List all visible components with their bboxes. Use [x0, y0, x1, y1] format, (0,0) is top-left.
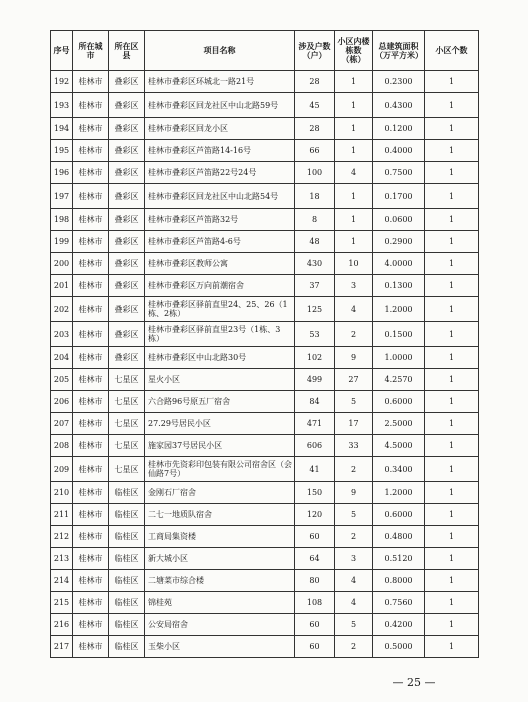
- cell-buildings: 10: [335, 253, 373, 275]
- cell-households: 120: [295, 504, 335, 526]
- cell-count: 1: [425, 457, 479, 482]
- cell-city: 桂林市: [73, 93, 109, 118]
- cell-city: 桂林市: [73, 118, 109, 140]
- cell-district: 叠彩区: [109, 93, 145, 118]
- cell-buildings: 27: [335, 369, 373, 391]
- cell-project: 桂林市叠彩区万向前潮宿舍: [145, 275, 295, 297]
- cell-city: 桂林市: [73, 614, 109, 636]
- header-households: 涉及户数（户）: [295, 31, 335, 71]
- cell-city: 桂林市: [73, 413, 109, 435]
- cell-seq: 211: [51, 504, 73, 526]
- cell-households: 499: [295, 369, 335, 391]
- cell-buildings: 33: [335, 435, 373, 457]
- cell-district: 临桂区: [109, 548, 145, 570]
- page-number-text: — 25 —: [392, 676, 436, 689]
- cell-project: 星火小区: [145, 369, 295, 391]
- cell-city: 桂林市: [73, 231, 109, 253]
- cell-city: 桂林市: [73, 570, 109, 592]
- cell-seq: 206: [51, 391, 73, 413]
- cell-area: 4.5000: [373, 435, 425, 457]
- cell-area: 0.4800: [373, 526, 425, 548]
- cell-count: 1: [425, 614, 479, 636]
- table-row: [51, 369, 479, 391]
- cell-count: 1: [425, 413, 479, 435]
- header-buildings: 小区内楼栋数（栋）: [335, 31, 373, 71]
- cell-area: 0.4000: [373, 140, 425, 162]
- cell-households: 48: [295, 231, 335, 253]
- header-district: 所在区县: [109, 31, 145, 71]
- cell-households: 66: [295, 140, 335, 162]
- cell-district: 叠彩区: [109, 275, 145, 297]
- header-seq: 序号: [51, 31, 73, 71]
- cell-city: 桂林市: [73, 347, 109, 369]
- cell-district: 叠彩区: [109, 118, 145, 140]
- table-row: [51, 71, 479, 93]
- cell-households: 53: [295, 322, 335, 347]
- cell-city: 桂林市: [73, 504, 109, 526]
- cell-buildings: 1: [335, 118, 373, 140]
- cell-count: 1: [425, 592, 479, 614]
- cell-households: 84: [295, 391, 335, 413]
- cell-households: 60: [295, 614, 335, 636]
- table-row: [51, 93, 479, 118]
- cell-project: 新大城小区: [145, 548, 295, 570]
- cell-buildings: 1: [335, 231, 373, 253]
- cell-households: 41: [295, 457, 335, 482]
- table-row: [51, 209, 479, 231]
- table-row: [51, 347, 479, 369]
- table-row: [51, 118, 479, 140]
- cell-area: 1.2000: [373, 482, 425, 504]
- cell-district: 临桂区: [109, 570, 145, 592]
- cell-district: 叠彩区: [109, 209, 145, 231]
- cell-city: 桂林市: [73, 482, 109, 504]
- cell-city: 桂林市: [73, 457, 109, 482]
- cell-seq: 213: [51, 548, 73, 570]
- cell-count: 1: [425, 162, 479, 184]
- cell-district: 叠彩区: [109, 71, 145, 93]
- cell-area: 0.4200: [373, 614, 425, 636]
- cell-count: 1: [425, 435, 479, 457]
- cell-seq: 193: [51, 93, 73, 118]
- cell-city: 桂林市: [73, 184, 109, 209]
- cell-count: 1: [425, 526, 479, 548]
- cell-seq: 207: [51, 413, 73, 435]
- cell-buildings: 2: [335, 322, 373, 347]
- cell-project: 桂林市叠彩区回龙社区中山北路59号: [145, 93, 295, 118]
- cell-buildings: 1: [335, 71, 373, 93]
- table-row: [51, 253, 479, 275]
- cell-city: 桂林市: [73, 322, 109, 347]
- cell-area: 0.7560: [373, 592, 425, 614]
- cell-district: 叠彩区: [109, 253, 145, 275]
- cell-district: 七星区: [109, 369, 145, 391]
- cell-count: 1: [425, 231, 479, 253]
- cell-area: 2.5000: [373, 413, 425, 435]
- cell-households: 102: [295, 347, 335, 369]
- cell-district: 叠彩区: [109, 347, 145, 369]
- cell-city: 桂林市: [73, 636, 109, 658]
- cell-project: 桂林市叠彩区芦笛路14-16号: [145, 140, 295, 162]
- cell-count: 1: [425, 570, 479, 592]
- cell-project: 金刚石厂宿舍: [145, 482, 295, 504]
- cell-project: 二塘菜市综合楼: [145, 570, 295, 592]
- cell-households: 60: [295, 636, 335, 658]
- cell-district: 七星区: [109, 435, 145, 457]
- cell-households: 430: [295, 253, 335, 275]
- cell-buildings: 5: [335, 391, 373, 413]
- cell-project: 施家园37号居民小区: [145, 435, 295, 457]
- cell-district: 叠彩区: [109, 322, 145, 347]
- cell-count: 1: [425, 140, 479, 162]
- cell-area: 0.5120: [373, 548, 425, 570]
- cell-city: 桂林市: [73, 592, 109, 614]
- cell-count: 1: [425, 504, 479, 526]
- cell-count: 1: [425, 253, 479, 275]
- cell-seq: 212: [51, 526, 73, 548]
- cell-buildings: 3: [335, 548, 373, 570]
- cell-count: 1: [425, 322, 479, 347]
- cell-district: 临桂区: [109, 592, 145, 614]
- cell-seq: 194: [51, 118, 73, 140]
- cell-buildings: 4: [335, 592, 373, 614]
- cell-city: 桂林市: [73, 71, 109, 93]
- housing-project-table: [50, 30, 479, 658]
- cell-city: 桂林市: [73, 526, 109, 548]
- cell-households: 18: [295, 184, 335, 209]
- cell-district: 叠彩区: [109, 231, 145, 253]
- cell-buildings: 2: [335, 526, 373, 548]
- cell-area: 0.4300: [373, 93, 425, 118]
- cell-count: 1: [425, 184, 479, 209]
- table-row: [51, 482, 479, 504]
- cell-count: 1: [425, 548, 479, 570]
- cell-city: 桂林市: [73, 548, 109, 570]
- cell-project: 桂林市叠彩区教师公寓: [145, 253, 295, 275]
- cell-area: 0.1300: [373, 275, 425, 297]
- cell-area: 0.0600: [373, 209, 425, 231]
- cell-seq: 205: [51, 369, 73, 391]
- cell-seq: 196: [51, 162, 73, 184]
- cell-area: 1.0000: [373, 347, 425, 369]
- cell-seq: 216: [51, 614, 73, 636]
- cell-area: 0.5000: [373, 636, 425, 658]
- cell-district: 临桂区: [109, 504, 145, 526]
- cell-project: 锦桂苑: [145, 592, 295, 614]
- cell-seq: 195: [51, 140, 73, 162]
- cell-households: 60: [295, 526, 335, 548]
- cell-buildings: 17: [335, 413, 373, 435]
- cell-project: 桂林市叠彩区驿前直里23号（1栋、3栋）: [145, 322, 295, 347]
- cell-households: 64: [295, 548, 335, 570]
- cell-project: 桂林市叠彩区中山北路30号: [145, 347, 295, 369]
- cell-project: 桂林市叠彩区芦笛路32号: [145, 209, 295, 231]
- cell-city: 桂林市: [73, 297, 109, 322]
- cell-count: 1: [425, 369, 479, 391]
- cell-city: 桂林市: [73, 140, 109, 162]
- cell-seq: 197: [51, 184, 73, 209]
- cell-project: 工商局集资楼: [145, 526, 295, 548]
- cell-project: 27.29号居民小区: [145, 413, 295, 435]
- table-row: [51, 614, 479, 636]
- table-row: [51, 391, 479, 413]
- cell-project: 玉柴小区: [145, 636, 295, 658]
- cell-district: 七星区: [109, 391, 145, 413]
- cell-district: 叠彩区: [109, 184, 145, 209]
- cell-seq: 202: [51, 297, 73, 322]
- cell-buildings: 1: [335, 93, 373, 118]
- cell-area: 1.2000: [373, 297, 425, 322]
- cell-city: 桂林市: [73, 275, 109, 297]
- cell-area: 0.1500: [373, 322, 425, 347]
- table-row: [51, 570, 479, 592]
- cell-seq: 215: [51, 592, 73, 614]
- cell-seq: 214: [51, 570, 73, 592]
- cell-buildings: 2: [335, 457, 373, 482]
- cell-district: 临桂区: [109, 614, 145, 636]
- cell-district: 临桂区: [109, 482, 145, 504]
- cell-area: 0.1200: [373, 118, 425, 140]
- table-row: [51, 592, 479, 614]
- cell-households: 100: [295, 162, 335, 184]
- header-area: 总建筑面积（万平方米）: [373, 31, 425, 71]
- cell-seq: 198: [51, 209, 73, 231]
- table-row: [51, 231, 479, 253]
- cell-area: 0.3400: [373, 457, 425, 482]
- cell-buildings: 9: [335, 347, 373, 369]
- cell-households: 28: [295, 71, 335, 93]
- cell-buildings: 5: [335, 504, 373, 526]
- cell-households: 45: [295, 93, 335, 118]
- cell-project: 桂林市叠彩区回龙社区中山北路54号: [145, 184, 295, 209]
- cell-district: 七星区: [109, 457, 145, 482]
- cell-buildings: 5: [335, 614, 373, 636]
- cell-district: 叠彩区: [109, 140, 145, 162]
- cell-city: 桂林市: [73, 391, 109, 413]
- cell-area: 4.0000: [373, 253, 425, 275]
- cell-buildings: 1: [335, 209, 373, 231]
- cell-buildings: 4: [335, 570, 373, 592]
- cell-households: 108: [295, 592, 335, 614]
- page-number: [0, 676, 528, 689]
- cell-count: 1: [425, 93, 479, 118]
- cell-count: 1: [425, 347, 479, 369]
- cell-count: 1: [425, 391, 479, 413]
- cell-area: 0.6000: [373, 504, 425, 526]
- cell-seq: 192: [51, 71, 73, 93]
- cell-households: 80: [295, 570, 335, 592]
- table-row: [51, 162, 479, 184]
- cell-seq: 203: [51, 322, 73, 347]
- cell-area: 0.7500: [373, 162, 425, 184]
- cell-district: 七星区: [109, 413, 145, 435]
- cell-households: 606: [295, 435, 335, 457]
- cell-count: 1: [425, 636, 479, 658]
- table-row: [51, 184, 479, 209]
- cell-city: 桂林市: [73, 253, 109, 275]
- cell-city: 桂林市: [73, 209, 109, 231]
- cell-buildings: 4: [335, 162, 373, 184]
- cell-area: 0.2900: [373, 231, 425, 253]
- header-project: 项目名称: [145, 31, 295, 71]
- cell-seq: 199: [51, 231, 73, 253]
- cell-project: 公安局宿舍: [145, 614, 295, 636]
- cell-project: 桂林市叠彩区驿前直里24、25、26（1栋、2栋）: [145, 297, 295, 322]
- cell-area: 4.2570: [373, 369, 425, 391]
- cell-households: 28: [295, 118, 335, 140]
- table-body: [51, 71, 479, 658]
- cell-project: 桂林市叠彩区芦笛路4-6号: [145, 231, 295, 253]
- cell-households: 37: [295, 275, 335, 297]
- cell-city: 桂林市: [73, 435, 109, 457]
- table-row: [51, 297, 479, 322]
- cell-area: 0.8000: [373, 570, 425, 592]
- table-row: [51, 548, 479, 570]
- cell-seq: 210: [51, 482, 73, 504]
- cell-area: 0.6000: [373, 391, 425, 413]
- cell-city: 桂林市: [73, 369, 109, 391]
- cell-households: 8: [295, 209, 335, 231]
- cell-project: 桂林市叠彩区芦笛路22号24号: [145, 162, 295, 184]
- cell-count: 1: [425, 118, 479, 140]
- cell-households: 150: [295, 482, 335, 504]
- cell-district: 临桂区: [109, 636, 145, 658]
- cell-count: 1: [425, 275, 479, 297]
- cell-area: 0.1700: [373, 184, 425, 209]
- cell-seq: 200: [51, 253, 73, 275]
- cell-district: 叠彩区: [109, 162, 145, 184]
- cell-project: 桂林市先资彩印包装有限公司宿舍区（会仙路7号）: [145, 457, 295, 482]
- cell-households: 471: [295, 413, 335, 435]
- cell-buildings: 9: [335, 482, 373, 504]
- cell-buildings: 4: [335, 297, 373, 322]
- cell-buildings: 3: [335, 275, 373, 297]
- table-row: [51, 322, 479, 347]
- cell-seq: 204: [51, 347, 73, 369]
- table-row: [51, 636, 479, 658]
- table-row: [51, 457, 479, 482]
- cell-count: 1: [425, 482, 479, 504]
- cell-district: 叠彩区: [109, 297, 145, 322]
- table-row: [51, 140, 479, 162]
- cell-seq: 201: [51, 275, 73, 297]
- cell-seq: 217: [51, 636, 73, 658]
- cell-area: 0.2300: [373, 71, 425, 93]
- cell-city: 桂林市: [73, 162, 109, 184]
- cell-count: 1: [425, 209, 479, 231]
- cell-households: 125: [295, 297, 335, 322]
- table-row: [51, 435, 479, 457]
- table-row: [51, 275, 479, 297]
- table-row: [51, 413, 479, 435]
- cell-seq: 208: [51, 435, 73, 457]
- table-header-row: [51, 31, 479, 71]
- header-count: 小区个数: [425, 31, 479, 71]
- cell-count: 1: [425, 71, 479, 93]
- cell-buildings: 1: [335, 184, 373, 209]
- cell-buildings: 2: [335, 636, 373, 658]
- cell-project: 桂林市叠彩区回龙小区: [145, 118, 295, 140]
- cell-district: 临桂区: [109, 526, 145, 548]
- table-row: [51, 526, 479, 548]
- cell-project: 桂林市叠彩区环城北一路21号: [145, 71, 295, 93]
- header-city: 所在城市: [73, 31, 109, 71]
- cell-project: 二七一地质队宿舍: [145, 504, 295, 526]
- cell-count: 1: [425, 297, 479, 322]
- cell-buildings: 1: [335, 140, 373, 162]
- table-row: [51, 504, 479, 526]
- cell-seq: 209: [51, 457, 73, 482]
- cell-project: 六合路96号原五厂宿舍: [145, 391, 295, 413]
